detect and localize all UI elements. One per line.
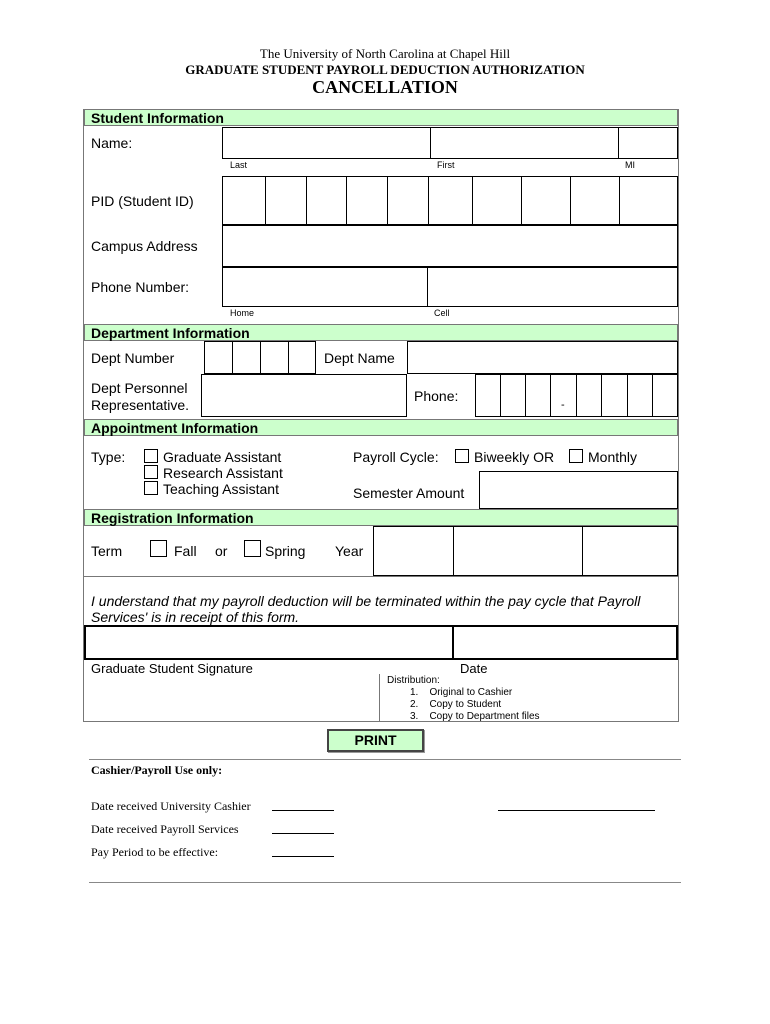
dept-number-divider [288, 341, 289, 374]
university-name: The University of North Carolina at Chapel Hill [259, 46, 511, 61]
biweekly-checkbox[interactable] [455, 449, 469, 463]
dept-phone-divider [525, 374, 526, 417]
dept-phone-divider [627, 374, 628, 417]
campus-address-label: Campus Address [91, 238, 198, 254]
research-assistant-label: Research Assistant [163, 465, 283, 481]
distribution-label: Distribution: [387, 675, 440, 686]
section-student-information: Student Information [84, 109, 678, 126]
cashier-title: Cashier/Payroll Use only: [91, 763, 223, 777]
phone-divider [427, 267, 428, 307]
cell-caption: Cell [434, 308, 450, 318]
pid-digit-divider [265, 176, 266, 225]
semester-amount-label: Semester Amount [353, 485, 465, 501]
date-received-payroll-line[interactable] [272, 833, 334, 834]
pid-field[interactable] [222, 176, 678, 225]
distribution-item: 2. Copy to Student [410, 699, 502, 710]
pid-digit-divider [521, 176, 522, 225]
name-divider [430, 127, 431, 159]
dept-phone-divider [500, 374, 501, 417]
term-label: Term [91, 543, 123, 559]
pid-digit-divider [387, 176, 388, 225]
dept-number-label: Dept Number [91, 350, 175, 366]
section-appointment-information: Appointment Information [84, 419, 678, 436]
dept-phone-divider [576, 374, 577, 417]
print-button[interactable]: PRINT [327, 729, 424, 752]
type-label: Type: [91, 449, 126, 465]
phone-number-label: Phone Number: [91, 279, 190, 295]
date-received-cashier-label: Date received University Cashier [91, 799, 251, 813]
termination-statement: I understand that my payroll deduction will be terminated within the pay cycle that Payroll Services' is in receipt of this form. [91, 593, 641, 625]
dept-rep-field[interactable] [201, 374, 407, 417]
phone-dash: - [561, 399, 565, 411]
pid-digit-divider [619, 176, 620, 225]
dept-rep-label: Representative. [91, 397, 190, 413]
graduate-assistant-checkbox[interactable] [144, 449, 158, 463]
distribution-item: 1. Original to Cashier [410, 687, 513, 698]
teaching-assistant-label: Teaching Assistant [163, 481, 279, 497]
graduate-assistant-label: Graduate Assistant [163, 449, 282, 465]
name-label: Name: [91, 135, 133, 151]
cashier-signature-line[interactable] [498, 810, 655, 811]
home-caption: Home [230, 308, 255, 318]
year-field[interactable] [373, 526, 678, 576]
section-registration-information: Registration Information [84, 509, 678, 526]
dept-name-field[interactable] [407, 341, 678, 374]
divider [89, 759, 681, 760]
pid-label: PID (Student ID) [91, 193, 194, 209]
fall-checkbox[interactable] [150, 540, 167, 557]
signature-field[interactable] [84, 625, 678, 660]
teaching-assistant-checkbox[interactable] [144, 481, 158, 495]
dept-name-label: Dept Name [324, 350, 395, 366]
pay-period-label: Pay Period to be effective: [91, 845, 219, 859]
spring-label: Spring [265, 543, 306, 559]
dept-number-divider [232, 341, 233, 374]
year-divider [453, 526, 454, 576]
dept-phone-divider [550, 374, 551, 417]
dept-rep-label: Dept Personnel [91, 380, 188, 396]
distribution-divider [379, 674, 380, 722]
last-name-caption: Last [230, 160, 248, 170]
section-department-information: Department Information [84, 324, 678, 341]
monthly-checkbox[interactable] [569, 449, 583, 463]
dept-phone-divider [652, 374, 653, 417]
date-received-cashier-line[interactable] [272, 810, 334, 811]
fall-label: Fall [174, 543, 197, 559]
middle-initial-caption: MI [625, 160, 635, 170]
first-name-caption: First [437, 160, 455, 170]
divider [89, 882, 681, 883]
pid-digit-divider [306, 176, 307, 225]
date-label: Date [460, 661, 488, 676]
or-label: or [215, 543, 228, 559]
spring-checkbox[interactable] [244, 540, 261, 557]
pid-digit-divider [570, 176, 571, 225]
year-divider [582, 526, 583, 576]
semester-amount-field[interactable] [479, 471, 678, 509]
phone-number-field[interactable] [222, 267, 678, 307]
dept-number-divider [260, 341, 261, 374]
payroll-cycle-label: Payroll Cycle: [353, 449, 439, 465]
signature-label: Graduate Student Signature [91, 661, 253, 676]
form-subtitle: CANCELLATION [312, 77, 458, 97]
dept-phone-label: Phone: [414, 388, 459, 404]
name-divider [618, 127, 619, 159]
form-title: GRADUATE STUDENT PAYROLL DEDUCTION AUTHORIZATION [185, 62, 585, 77]
pid-digit-divider [428, 176, 429, 225]
divider [84, 576, 678, 577]
pid-digit-divider [472, 176, 473, 225]
campus-address-field[interactable] [222, 225, 678, 267]
pid-digit-divider [346, 176, 347, 225]
distribution-item: 3. Copy to Department files [410, 711, 540, 722]
signature-date-divider [452, 625, 454, 660]
dept-phone-divider [601, 374, 602, 417]
monthly-label: Monthly [588, 449, 638, 465]
biweekly-label: Biweekly OR [474, 449, 555, 465]
year-label: Year [335, 543, 364, 559]
name-field[interactable] [222, 127, 678, 159]
date-received-payroll-label: Date received Payroll Services [91, 822, 239, 836]
pay-period-line[interactable] [272, 856, 334, 857]
research-assistant-checkbox[interactable] [144, 465, 158, 479]
